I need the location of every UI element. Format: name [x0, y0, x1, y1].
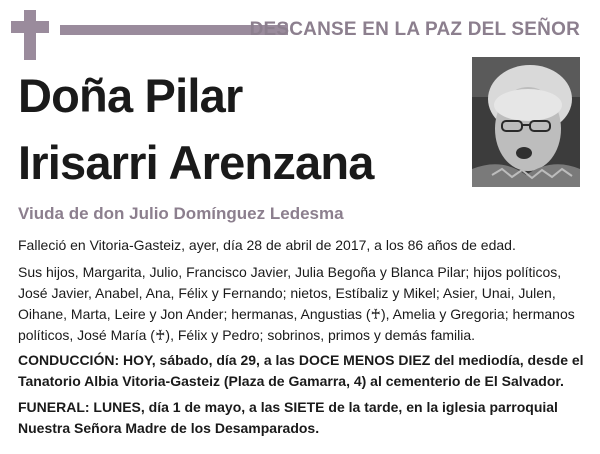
- conduccion-paragraph: [18, 350, 584, 392]
- funeral-paragraph: [18, 397, 584, 439]
- death-notice-text: Falleció en Vitoria-Gasteiz, ayer, día 28 de abril de 2017, a los 86 años de edad.: [18, 237, 516, 253]
- family-line: Oihane, Marta, Leire y Jon Ander; hermanas, Angustias (♰), Amelia y Gregoria; hermanos: [18, 306, 575, 322]
- family-paragraph: [18, 262, 584, 346]
- family-line: Sus hijos, Margarita, Julio, Francisco Javier, Julia Begoña y Blanca Pilar; hijos políticos,: [18, 264, 562, 280]
- conduccion-line: CONDUCCIÓN: HOY, sábado, día 29, a las DOCE MENOS DIEZ del mediodía, desde el: [18, 352, 584, 368]
- cross-horizontal-bar: [11, 21, 49, 33]
- family-line: políticos, José María (♰), Félix y Pedro; sobrinos, primos y demás familia.: [18, 327, 476, 343]
- deceased-portrait-photo: [472, 57, 580, 187]
- deceased-subtitle: Viuda de don Julio Domínguez Ledesma: [18, 204, 344, 223]
- header-heading: DESCANSE EN LA PAZ DEL SEÑOR: [249, 19, 580, 40]
- conduccion-line: Tanatorio Albia Vitoria-Gasteiz (Plaza de Gamarra, 4) al cementerio de El Salvador.: [18, 373, 564, 389]
- deceased-name-line2: Irisarri Arenzana: [18, 136, 374, 189]
- funeral-line: FUNERAL: LUNES, día 1 de mayo, a las SIETE de la tarde, en la iglesia parroquial: [18, 399, 558, 415]
- funeral-line: Nuestra Señora Madre de los Desamparados.: [18, 420, 320, 436]
- portrait-image: [472, 57, 580, 187]
- cross-vertical-bar: [24, 10, 36, 60]
- deceased-name-line1: Doña Pilar: [18, 69, 243, 122]
- family-line: José Javier, Anabel, Ana, Félix y Fernando; nietos, Estíbaliz y Mikel; Asier, Unai, Julen,: [18, 285, 556, 301]
